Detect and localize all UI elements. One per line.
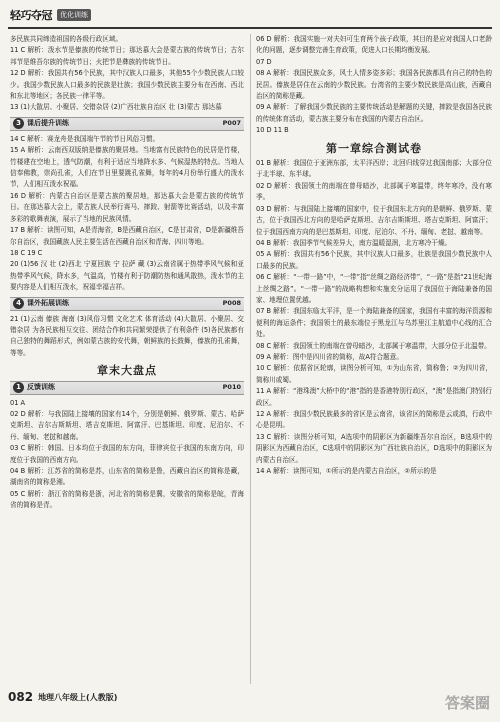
answer-line: 03 D 解析：与我国陆上接壤的国家中，位于我国东北方向的是朝鲜、俄罗斯、蒙古，位于我国西北方向的是哈萨克斯坦、吉尔吉斯斯坦、塔吉克斯坦、阿富汗；位于我国西南方向的是巴基斯坦、印度、尼泊尔、不丹、缅甸、老挝、越南等。 bbox=[256, 204, 492, 236]
section-bar-3 bbox=[10, 117, 244, 131]
answer-line: 14 A 解析：读图可知，①所示的是内蒙古自治区，②所示的是 bbox=[256, 467, 437, 476]
watermark: 答案圈 bbox=[444, 694, 490, 712]
answer-line: 09 A 解析：了解我国少数民族的主要传统活动是解题的关键，摔跤是我国各民族的传统体育活动，蒙古族主要分布在我国的内蒙古自治区。 bbox=[256, 103, 492, 123]
answer-line: 10 C 解析：依据省区轮廓，读图分析可知，①为山东省，简称鲁；②为四川省，简称川或蜀。 bbox=[256, 364, 492, 384]
answer-line: 14 C 解析：赛龙舟是我国端午节的节日风俗习惯。 bbox=[10, 134, 160, 143]
page-number: 082 bbox=[8, 690, 34, 704]
answer-line: 08 A 解析：我国民族众多，风土人情多姿多彩；我国各民族都具有自己的特色的民居。傣族是居住在云南的少数民族。台湾省的主要少数民族是高山族，西藏自治区的简称是藏。 bbox=[256, 69, 492, 101]
right-intro bbox=[256, 34, 492, 137]
section-4-answers bbox=[10, 314, 244, 360]
section-page: P008 bbox=[222, 298, 241, 307]
left-intro bbox=[10, 34, 244, 114]
answer-line: 04 B 解析：我国季节气候差异大，南方温暖湿润，北方寒冷干燥。 bbox=[256, 238, 452, 247]
section-1-answers bbox=[10, 398, 244, 512]
section-bar-4 bbox=[10, 297, 244, 311]
answer-line: 12 D 解析：我国共有56个民族，其中汉族人口最多，其他55个少数民族人口较少。我国少数民族人口最多的民族是壮族；我国少数民族主要分布在西南、西北和东北等地区；各民族一律平等。 bbox=[10, 69, 244, 101]
answer-line: 06 C 解析：“一带一路”中，“一带”指“丝绸之路经济带”，“一路”是指“21世纪海上丝绸之路”。“一带一路”的战略构想和实施充分运用了我国位于海陆兼备的国家、地理位置优越。 bbox=[256, 273, 492, 304]
answer-line: 10 D 11 B bbox=[256, 126, 289, 135]
book-subject: 地理八年级上(人教版) bbox=[38, 692, 118, 702]
answer-line: 17 B 解析：读图可知，A是青海省，B是西藏自治区，C是甘肃省，D是新疆维吾尔自治区，我国藏族人民主要生活在西藏自治区和青海、四川等地。 bbox=[10, 226, 244, 246]
section-title: 课外拓展训练 bbox=[27, 298, 69, 307]
section-title: 反馈训练 bbox=[27, 382, 55, 391]
footer bbox=[8, 690, 308, 704]
answer-line: 04 B 解析：江苏省的简称是苏，山东省的简称是鲁，西藏自治区的简称是藏，湖南省的简称是湘。 bbox=[10, 467, 244, 487]
logo-badge: 优化训练 bbox=[57, 9, 91, 21]
header bbox=[10, 6, 91, 24]
answer-line: 12 A 解析：我国少数民族最多的省区是云南省，该省区的简称是云或滇，行政中心是昆明。 bbox=[256, 410, 492, 430]
answer-line: 多民族共同缔造祖国的各级行政区域。 bbox=[10, 35, 123, 43]
answer-line: 18 C 19 C bbox=[10, 248, 43, 257]
answer-line: 16 D 解析：内蒙古自治区是蒙古族的聚居地，那达慕大会是蒙古族的传统节日。在那达慕大会上，蒙古族人民举行赛马、摔跤、射箭等比赛活动，以及丰富多彩的歌舞表演，展示了当地的民族风情。 bbox=[10, 191, 244, 223]
section-number: 1 bbox=[13, 382, 24, 393]
test-answers bbox=[256, 158, 492, 477]
answer-line: 01 A bbox=[10, 398, 25, 407]
answer-line: 15 A 解析：云南西双版纳是傣族的聚居地。当地富有民族特色的民居是竹楼，竹楼建在空地上，透气防潮，有利于适应当地降水多、气候湿热的特点。当地人信奉佛教，崇尚孔雀，人们在节日里要跳孔雀舞，每年的4月份举行盛大的泼水节，人们相互泼水祝福。 bbox=[10, 146, 244, 189]
chapter-title: 章末大盘点 bbox=[97, 364, 157, 378]
section-page: P007 bbox=[222, 119, 241, 128]
answer-line: 05 C 解析：浙江省的简称是浙，河北省的简称是冀，安徽省的简称是皖，青海省的简称是青。 bbox=[10, 489, 244, 510]
answer-line: 02 D 解析：我国领土的南端在曾母暗沙，北部属于寒温带，终年寒冷，没有寒季。 bbox=[256, 181, 492, 202]
answer-line: 01 B 解析：我国位于亚洲东部，太平洋西岸；北回归线穿过我国南部；大部分位于北半球、东半球。 bbox=[256, 159, 492, 179]
answer-line: 06 D 解析：我国实施一对夫妇可生育两个孩子政策，其目的是应对我国人口老龄化的问题，逐步调整完善生育政策，促进人口长期均衡发展。 bbox=[256, 35, 492, 55]
answer-line: 07 D bbox=[256, 57, 272, 66]
right-column bbox=[256, 34, 492, 477]
answer-line: 03 C 解析：韩国、日本均位于我国的东方向，菲律宾位于我国的东南方向，印度位于我国的西南方向。 bbox=[10, 444, 244, 464]
section-bar-1 bbox=[10, 381, 244, 395]
answer-line: 11 A 解析：“港珠澳”大桥中的“港”指的是香港特别行政区，“澳”是指澳门特别行政区。 bbox=[256, 387, 492, 407]
answer-line: 21 (1)云南 傣族 海南 (3)风俗习惯 文化艺术 体育活动 (4)大散居、小聚居、交错杂居 为各民族相互交往、团结合作和共同繁荣提供了有利条件 (5)各民族都有自己独特的舞蹈形式，例如蒙古族的安代舞，朝鲜族的长鼓舞，傣族的孔雀舞，等等。 bbox=[10, 314, 244, 357]
section-3-answers bbox=[10, 134, 244, 294]
answer-line: 07 B 解析：我国东临太平洋，是一个海陆兼备的国家，我国有丰富的海洋资源和便利的海运条件；我国领土的最东端位于黑龙江与乌苏里江主航道中心线的汇合处。 bbox=[256, 307, 492, 339]
section-title: 课后提升训练 bbox=[27, 119, 69, 128]
answer-line: 05 A 解析：我国共有56个民族，其中汉族人口最多，壮族是我国少数民族中人口最多的民族。 bbox=[256, 250, 492, 270]
chapter-title: 第一章综合测试卷 bbox=[326, 141, 422, 155]
answer-line: 02 D 解析：与我国陆上接壤的国家有14个，分别是朝鲜、俄罗斯、蒙古、哈萨克斯坦、吉尔吉斯斯坦、塔吉克斯坦、阿富汗、巴基斯坦、印度、尼泊尔、不丹、缅甸、老挝和越南。 bbox=[10, 409, 244, 441]
section-number: 3 bbox=[13, 118, 24, 129]
answer-line: 08 C 解析：我国领土的南端在曾母暗沙，北部属于寒温带，大部分位于北温带。 bbox=[256, 341, 491, 350]
column-divider bbox=[250, 34, 251, 684]
answer-line: 09 A 解析：图中是四川省的简称，故A符合题意。 bbox=[256, 352, 403, 361]
answer-line: 13 C 解析：读图分析可知，A选项中的阴影区为新疆维吾尔自治区，B选项中的阴影区为西藏自治区，C选项中的阴影区为广西壮族自治区，D选项中的阴影区为内蒙古自治区。 bbox=[256, 432, 492, 464]
section-page: P010 bbox=[222, 382, 241, 391]
answer-line: 11 C 解析：泼水节是傣族的传统节日；那达慕大会是蒙古族的传统节日；古尔邦节是维吾尔族的传统节日；火把节是彝族的传统节日。 bbox=[10, 46, 244, 66]
logo: 轻巧夺冠 bbox=[10, 9, 52, 22]
answer-line: 13 (1)大散居、小聚居、交错杂居 (2)广西壮族自治区 壮 (3)蒙古 那达慕 bbox=[10, 103, 222, 112]
answer-line: 20 (1)56 汉 壮 (2)西北 宁夏回族 宁 拉萨 藏 (3)云南省属于热带季风气候和亚热带季风气候，降水多，气温高，竹楼有利于防潮防热和通风散热，泼水节的主要内容是人们相互泼水，祝福幸福吉祥。 bbox=[10, 260, 244, 292]
section-number: 4 bbox=[13, 298, 24, 309]
left-column bbox=[10, 34, 244, 512]
header-rule bbox=[8, 27, 492, 29]
